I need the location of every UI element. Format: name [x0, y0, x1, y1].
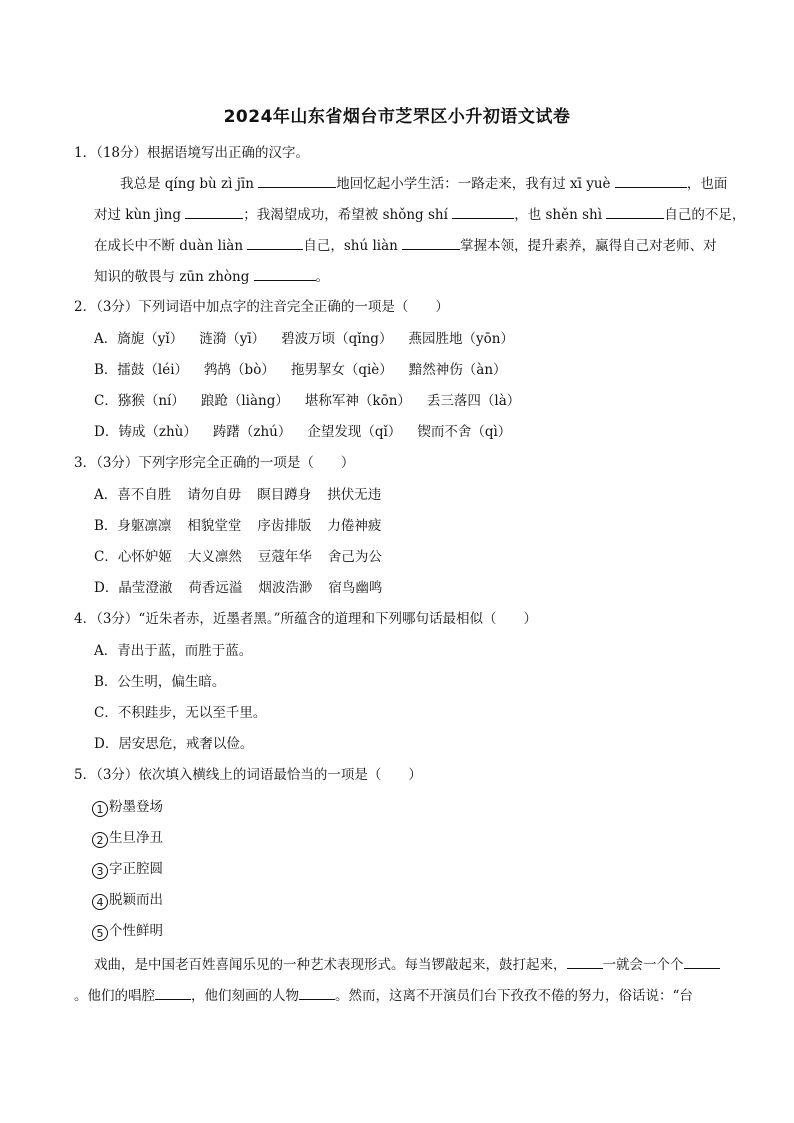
- circled-number: 2: [92, 832, 108, 848]
- q2-option-b[interactable]: B．擂鼓（léi） 鹁鸪（bò） 拖男挈女（qiè） 黯然神伤（àn）: [94, 362, 507, 378]
- q1-paragraph-line-2: 对过 kùn jìng ；我渴望成功，希望被 shǒng shí ，也 shěn shì 自己的不足，: [94, 207, 746, 223]
- q5-word-4: 4 脱颖而出: [92, 891, 163, 910]
- q3-option-c[interactable]: C．心怀妒姬 大义凛然 豆蔻年华 舍己为公: [94, 549, 382, 565]
- q3-heading: 3．（3分）下列字形完全正确的一项是（ ）: [74, 455, 355, 471]
- q5-heading: 5．（3分）依次填入横线上的词语最恰当的一项是（ ）: [74, 767, 422, 783]
- answer-blank[interactable]: [567, 955, 603, 969]
- answer-blank[interactable]: [606, 205, 664, 219]
- answer-blank[interactable]: [615, 174, 687, 188]
- answer-blank[interactable]: [258, 174, 336, 188]
- answer-blank[interactable]: [402, 236, 460, 250]
- answer-blank[interactable]: [155, 986, 191, 1000]
- q4-option-b[interactable]: B．公生明，偏生暗。: [94, 674, 226, 690]
- q3-option-d[interactable]: D．晶莹澄澈 荷香远溢 烟波浩渺 宿鸟幽鸣: [94, 580, 383, 596]
- circled-number: 1: [92, 801, 108, 817]
- answer-blank[interactable]: [684, 955, 720, 969]
- q2-heading: 2．（3分）下列词语中加点字的注音完全正确的一项是（ ）: [74, 299, 449, 315]
- q3-option-b[interactable]: B．身躯凛凛 相貌堂堂 序齿排版 力倦神疲: [94, 518, 382, 534]
- q5-word-3: 3 字正腔圆: [92, 860, 163, 879]
- q4-option-c[interactable]: C．不积跬步，无以至千里。: [94, 705, 267, 721]
- q2-option-a[interactable]: A．旖旎（yǐ） 涟漪（yī） 碧波万顷（qǐng） 燕园胜地（yōn）: [94, 331, 514, 347]
- answer-blank[interactable]: [254, 267, 316, 281]
- q5-word-2: 2 生旦净丑: [92, 829, 163, 848]
- q2-option-c[interactable]: C．猕猴（ní） 踉跄（liàng） 堪称军神（kōn） 丢三落四（là）: [94, 393, 521, 409]
- q1-paragraph-line-1: 我总是 qíng bù zì jīn 地回忆起小学生活：一路走来，我有过 xī yuè ，也面: [120, 176, 728, 192]
- q4-option-d[interactable]: D．居安思危，戒奢以俭。: [94, 736, 254, 752]
- exam-title: 2024年山东省烟台市芝罘区小升初语文试卷: [223, 107, 571, 127]
- q1-paragraph-line-3: 在成长中不断 duàn liàn 自己，shú liàn 掌握本领，提升素养，赢得自己对老师、对: [94, 238, 717, 254]
- answer-blank[interactable]: [247, 236, 303, 250]
- answer-blank[interactable]: [299, 986, 335, 1000]
- q2-option-d[interactable]: D．铸成（zhù） 踌躇（zhú） 企望发现（qǐ） 锲而不舍（qì）: [94, 424, 512, 440]
- q5-passage-line-1: 戏曲，是中国老百姓喜闻乐见的一种艺术表现形式。每当锣敲起来，鼓打起来， 一就会一个个: [94, 955, 720, 974]
- answer-blank[interactable]: [185, 205, 243, 219]
- answer-blank[interactable]: [452, 205, 514, 219]
- q5-word-5: 5 个性鲜明: [92, 922, 163, 941]
- q4-option-a[interactable]: A．青出于蓝，而胜于蓝。: [94, 643, 253, 659]
- q5-word-1: 1 粉墨登场: [92, 798, 163, 817]
- circled-number: 4: [92, 894, 108, 910]
- q5-passage-line-2: 。他们的唱腔 ，他们刻画的人物 。然而，这离不开演员们台下孜孜不倦的努力，俗话说：“台: [74, 988, 693, 1004]
- q4-heading: 4．（3分）“近朱者赤，近墨者黑。”所蕴含的道理和下列哪句话最相似（ ）: [74, 611, 537, 627]
- circled-number: 3: [92, 863, 108, 879]
- circled-number: 5: [92, 925, 108, 941]
- q1-paragraph-line-4: 知识的敬畏与 zūn zhòng 。: [94, 269, 330, 285]
- q3-option-a[interactable]: A．喜不自胜 请勿自毋 瞑目蹲身 拱伏无违: [94, 487, 382, 503]
- q1-heading: 1．（18分）根据语境写出正确的汉字。: [74, 145, 310, 161]
